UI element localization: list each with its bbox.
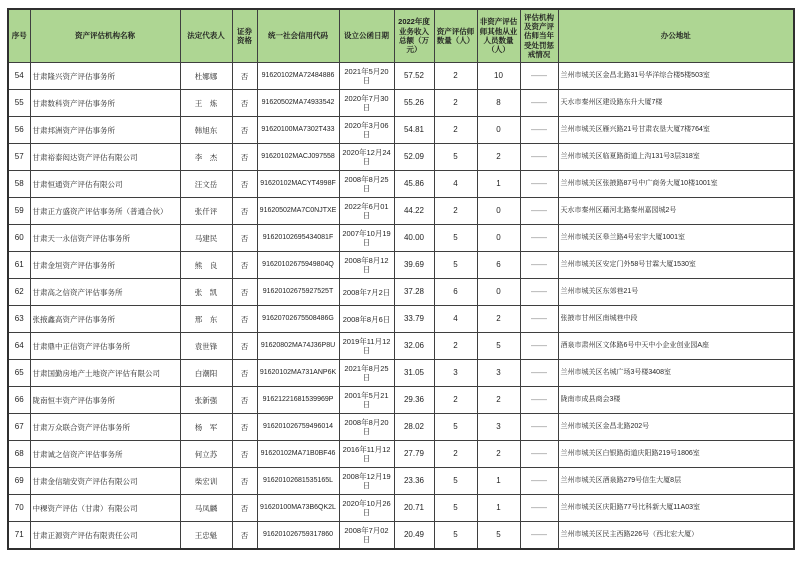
cell-legal-rep: 柴宏训	[180, 468, 232, 495]
cell-securities: 否	[232, 225, 257, 252]
cell-establish-date: 2020年10月26日	[339, 495, 394, 522]
cell-penalty: ——	[520, 63, 558, 90]
cell-income: 54.81	[394, 117, 434, 144]
cell-credit-code: 91620102MACJ097558	[257, 144, 339, 171]
cell-legal-rep: 张仟评	[180, 198, 232, 225]
cell-penalty: ——	[520, 387, 558, 414]
cell-credit-code: 91620702675508486G	[257, 306, 339, 333]
cell-appraisers: 2	[434, 387, 477, 414]
cell-income: 23.36	[394, 468, 434, 495]
cell-name: 甘肃国勤房地产土地资产评估有限公司	[30, 360, 180, 387]
cell-credit-code: 91620102MA731ANP6K	[257, 360, 339, 387]
cell-no: 69	[8, 468, 30, 495]
cell-name: 陇南恒丰资产评估事务所	[30, 387, 180, 414]
table-row	[8, 171, 794, 198]
cell-other-staff: 8	[477, 90, 520, 117]
cell-credit-code: 91620102MA71B0BF46	[257, 441, 339, 468]
cell-penalty: ——	[520, 225, 558, 252]
cell-credit-code: 91620102MACYT4998F	[257, 171, 339, 198]
cell-establish-date: 2022年6月01日	[339, 198, 394, 225]
cell-legal-rep: 袁世锋	[180, 333, 232, 360]
cell-address: 兰州市城关区庆阳路77号比科新大厦11A03室	[558, 495, 794, 522]
cell-securities: 否	[232, 414, 257, 441]
cell-no: 65	[8, 360, 30, 387]
cell-securities: 否	[232, 387, 257, 414]
column-header-income: 2022年度业务收入总额（万元）	[394, 9, 434, 63]
cell-no: 64	[8, 333, 30, 360]
cell-income: 20.71	[394, 495, 434, 522]
table-row	[8, 90, 794, 117]
cell-penalty: ——	[520, 198, 558, 225]
cell-appraisers: 4	[434, 171, 477, 198]
cell-establish-date: 2020年12月24日	[339, 144, 394, 171]
cell-penalty: ——	[520, 333, 558, 360]
cell-income: 20.49	[394, 522, 434, 550]
cell-legal-rep: 张新强	[180, 387, 232, 414]
cell-penalty: ——	[520, 279, 558, 306]
cell-name: 甘肃金垣资产评估事务所	[30, 252, 180, 279]
cell-appraisers: 2	[434, 117, 477, 144]
column-header-no: 序号	[8, 9, 30, 63]
cell-appraisers: 2	[434, 333, 477, 360]
cell-legal-rep: 王忠魁	[180, 522, 232, 550]
cell-address: 兰州市城关区张掖路87号中广商务大厦10楼1001室	[558, 171, 794, 198]
column-header-securities: 证券资格	[232, 9, 257, 63]
cell-penalty: ——	[520, 252, 558, 279]
cell-address: 天水市秦州区建设路东升大厦7楼	[558, 90, 794, 117]
cell-address: 兰州市城关区金昌北路202号	[558, 414, 794, 441]
cell-appraisers: 5	[434, 468, 477, 495]
cell-no: 61	[8, 252, 30, 279]
table-row	[8, 225, 794, 252]
table-row	[8, 279, 794, 306]
column-header-credit-code: 统一社会信用代码	[257, 9, 339, 63]
appraisal-agencies-table	[7, 8, 795, 550]
cell-address: 兰州市城关区东郊巷21号	[558, 279, 794, 306]
cell-legal-rep: 王 炼	[180, 90, 232, 117]
column-header-appraisers: 资产评估师数量（人）	[434, 9, 477, 63]
cell-income: 57.52	[394, 63, 434, 90]
table-row	[8, 360, 794, 387]
cell-establish-date: 2020年7月30日	[339, 90, 394, 117]
table-row	[8, 117, 794, 144]
cell-appraisers: 5	[434, 522, 477, 550]
cell-other-staff: 1	[477, 468, 520, 495]
cell-penalty: ——	[520, 90, 558, 117]
cell-other-staff: 5	[477, 333, 520, 360]
cell-other-staff: 1	[477, 171, 520, 198]
column-header-penalty: 评估机构及资产评估师当年受处罚惩戒情况	[520, 9, 558, 63]
cell-income: 40.00	[394, 225, 434, 252]
cell-other-staff: 2	[477, 441, 520, 468]
cell-credit-code: 91620502MA7C0NJTXE	[257, 198, 339, 225]
cell-legal-rep: 李 杰	[180, 144, 232, 171]
cell-address: 兰州市城关区酒泉路279号信生大厦8层	[558, 468, 794, 495]
cell-address: 兰州市城关区白银路街道庆阳路219号1806室	[558, 441, 794, 468]
cell-legal-rep: 张 凯	[180, 279, 232, 306]
cell-appraisers: 5	[434, 144, 477, 171]
cell-establish-date: 2021年8月25日	[339, 360, 394, 387]
cell-penalty: ——	[520, 468, 558, 495]
cell-legal-rep: 马凤麟	[180, 495, 232, 522]
column-header-legal-rep: 法定代表人	[180, 9, 232, 63]
cell-securities: 否	[232, 441, 257, 468]
table-row	[8, 63, 794, 90]
cell-name: 甘肃正方盛资产评估事务所（普通合伙）	[30, 198, 180, 225]
cell-other-staff: 0	[477, 225, 520, 252]
cell-legal-rep: 熊 良	[180, 252, 232, 279]
cell-credit-code: 91621221681539969P	[257, 387, 339, 414]
cell-legal-rep: 杜娜娜	[180, 63, 232, 90]
cell-no: 60	[8, 225, 30, 252]
cell-legal-rep: 邢 东	[180, 306, 232, 333]
cell-securities: 否	[232, 360, 257, 387]
cell-establish-date: 2008年7月2日	[339, 279, 394, 306]
cell-address: 酒泉市肃州区文体路6号中天中小企业创业园A座	[558, 333, 794, 360]
cell-address: 兰州市城关区安定门外58号甘霖大厦1530室	[558, 252, 794, 279]
cell-securities: 否	[232, 495, 257, 522]
cell-income: 33.79	[394, 306, 434, 333]
cell-penalty: ——	[520, 306, 558, 333]
cell-other-staff: 0	[477, 198, 520, 225]
cell-penalty: ——	[520, 144, 558, 171]
cell-legal-rep: 白潮阳	[180, 360, 232, 387]
cell-securities: 否	[232, 333, 257, 360]
cell-income: 28.02	[394, 414, 434, 441]
cell-establish-date: 2008年8月12日	[339, 252, 394, 279]
cell-name: 甘肃鼎中正信资产评估事务所	[30, 333, 180, 360]
cell-no: 68	[8, 441, 30, 468]
cell-credit-code: 91620100MA73B6QK2L	[257, 495, 339, 522]
cell-income: 55.26	[394, 90, 434, 117]
cell-appraisers: 2	[434, 198, 477, 225]
cell-no: 63	[8, 306, 30, 333]
cell-address: 兰州市城关区金昌北路31号华洋综合楼5楼503室	[558, 63, 794, 90]
cell-credit-code: 916201026759496014	[257, 414, 339, 441]
cell-name: 甘肃数科资产评估事务所	[30, 90, 180, 117]
cell-other-staff: 5	[477, 522, 520, 550]
cell-income: 31.05	[394, 360, 434, 387]
table-row	[8, 522, 794, 550]
cell-establish-date: 2021年5月20日	[339, 63, 394, 90]
cell-establish-date: 2007年10月19日	[339, 225, 394, 252]
cell-no: 56	[8, 117, 30, 144]
cell-establish-date: 2008年8月6日	[339, 306, 394, 333]
cell-income: 37.28	[394, 279, 434, 306]
cell-credit-code: 91620102675927525T	[257, 279, 339, 306]
appraisal-agencies-table-sheet	[7, 8, 795, 550]
column-header-name: 资产评估机构名称	[30, 9, 180, 63]
cell-no: 66	[8, 387, 30, 414]
cell-appraisers: 5	[434, 252, 477, 279]
cell-securities: 否	[232, 90, 257, 117]
cell-credit-code: 91620102675949804Q	[257, 252, 339, 279]
cell-no: 70	[8, 495, 30, 522]
cell-penalty: ——	[520, 522, 558, 550]
cell-establish-date: 2016年11月12日	[339, 441, 394, 468]
column-header-other-staff: 非资产评估师其他从业人员数量（人）	[477, 9, 520, 63]
table-row	[8, 252, 794, 279]
cell-credit-code: 91620102695434081F	[257, 225, 339, 252]
cell-legal-rep: 马建民	[180, 225, 232, 252]
cell-credit-code: 91620100MA7302T433	[257, 117, 339, 144]
cell-legal-rep: 汪文岳	[180, 171, 232, 198]
cell-name: 甘肃恒通资产评估有限公司	[30, 171, 180, 198]
table-body	[8, 63, 794, 550]
column-header-establish-date: 设立公函日期	[339, 9, 394, 63]
cell-no: 54	[8, 63, 30, 90]
cell-penalty: ——	[520, 171, 558, 198]
cell-establish-date: 2008年12月19日	[339, 468, 394, 495]
cell-establish-date: 2008年8月25日	[339, 171, 394, 198]
cell-income: 27.79	[394, 441, 434, 468]
cell-address: 张掖市甘州区南城巷中段	[558, 306, 794, 333]
cell-no: 57	[8, 144, 30, 171]
cell-address: 陇南市成县商会3楼	[558, 387, 794, 414]
cell-no: 58	[8, 171, 30, 198]
cell-other-staff: 10	[477, 63, 520, 90]
cell-no: 67	[8, 414, 30, 441]
cell-appraisers: 4	[434, 306, 477, 333]
table-row	[8, 468, 794, 495]
table-row	[8, 441, 794, 468]
table-row	[8, 495, 794, 522]
cell-penalty: ——	[520, 441, 558, 468]
cell-no: 59	[8, 198, 30, 225]
cell-legal-rep: 杨 军	[180, 414, 232, 441]
cell-penalty: ——	[520, 414, 558, 441]
cell-establish-date: 2019年11月12日	[339, 333, 394, 360]
cell-credit-code: 916201026759317860	[257, 522, 339, 550]
cell-securities: 否	[232, 171, 257, 198]
cell-name: 甘肃金信瑞安资产评估有限公司	[30, 468, 180, 495]
header-row	[8, 9, 794, 63]
cell-securities: 否	[232, 279, 257, 306]
cell-securities: 否	[232, 144, 257, 171]
cell-income: 52.09	[394, 144, 434, 171]
cell-name: 张掖鑫高资产评估事务所	[30, 306, 180, 333]
cell-address: 兰州市城关区临夏路街道上沟131号3层318室	[558, 144, 794, 171]
column-header-address: 办公地址	[558, 9, 794, 63]
cell-name: 甘肃天一永信资产评估事务所	[30, 225, 180, 252]
table-row	[8, 387, 794, 414]
cell-other-staff: 0	[477, 279, 520, 306]
cell-establish-date: 2008年7月02日	[339, 522, 394, 550]
cell-legal-rep: 韩旭东	[180, 117, 232, 144]
cell-address: 兰州市城关区皋兰路4号宏宇大厦1001室	[558, 225, 794, 252]
table-row	[8, 333, 794, 360]
cell-appraisers: 5	[434, 495, 477, 522]
cell-securities: 否	[232, 522, 257, 550]
cell-credit-code: 91620502MA74933542	[257, 90, 339, 117]
cell-other-staff: 2	[477, 387, 520, 414]
cell-appraisers: 2	[434, 441, 477, 468]
cell-income: 39.69	[394, 252, 434, 279]
cell-securities: 否	[232, 252, 257, 279]
cell-address: 兰州市城关区民主西路226号（西北宏大厦）	[558, 522, 794, 550]
cell-other-staff: 2	[477, 144, 520, 171]
cell-name: 中稞资产评估（甘肃）有限公司	[30, 495, 180, 522]
cell-no: 55	[8, 90, 30, 117]
table-row	[8, 414, 794, 441]
cell-appraisers: 5	[434, 414, 477, 441]
table-row	[8, 198, 794, 225]
cell-income: 44.22	[394, 198, 434, 225]
cell-other-staff: 2	[477, 306, 520, 333]
cell-credit-code: 91620102MA72484886	[257, 63, 339, 90]
cell-income: 29.36	[394, 387, 434, 414]
cell-other-staff: 3	[477, 360, 520, 387]
cell-name: 甘肃万众联合资产评估事务所	[30, 414, 180, 441]
cell-appraisers: 6	[434, 279, 477, 306]
cell-other-staff: 1	[477, 495, 520, 522]
cell-address: 兰州市城关区雁兴路21号甘肃农垦大厦7楼764室	[558, 117, 794, 144]
cell-penalty: ——	[520, 495, 558, 522]
cell-name: 甘肃诚之信资产评估事务所	[30, 441, 180, 468]
cell-appraisers: 2	[434, 90, 477, 117]
cell-establish-date: 2008年8月20日	[339, 414, 394, 441]
cell-credit-code: 91620102681535165L	[257, 468, 339, 495]
cell-income: 32.06	[394, 333, 434, 360]
cell-name: 甘肃正源资产评估有限责任公司	[30, 522, 180, 550]
cell-name: 甘肃高之信资产评估事务所	[30, 279, 180, 306]
cell-name: 甘肃隆兴资产评估事务所	[30, 63, 180, 90]
cell-securities: 否	[232, 63, 257, 90]
cell-securities: 否	[232, 198, 257, 225]
table-row	[8, 144, 794, 171]
cell-income: 45.86	[394, 171, 434, 198]
cell-no: 71	[8, 522, 30, 550]
cell-appraisers: 5	[434, 225, 477, 252]
cell-legal-rep: 何立苏	[180, 441, 232, 468]
cell-name: 甘肃裕泰闳达资产评估有限公司	[30, 144, 180, 171]
cell-other-staff: 6	[477, 252, 520, 279]
cell-other-staff: 0	[477, 117, 520, 144]
cell-penalty: ——	[520, 360, 558, 387]
cell-appraisers: 3	[434, 360, 477, 387]
cell-establish-date: 2001年5月21日	[339, 387, 394, 414]
cell-establish-date: 2020年3月06日	[339, 117, 394, 144]
cell-securities: 否	[232, 468, 257, 495]
cell-no: 62	[8, 279, 30, 306]
cell-address: 天水市秦州区藉河北路秦州嘉园城2号	[558, 198, 794, 225]
cell-securities: 否	[232, 117, 257, 144]
cell-penalty: ——	[520, 117, 558, 144]
cell-credit-code: 91620802MA74J36P8U	[257, 333, 339, 360]
cell-appraisers: 2	[434, 63, 477, 90]
table-row	[8, 306, 794, 333]
cell-name: 甘肃邦洲资产评估事务所	[30, 117, 180, 144]
cell-other-staff: 3	[477, 414, 520, 441]
cell-securities: 否	[232, 306, 257, 333]
cell-address: 兰州市城关区名城广场3号楼3408室	[558, 360, 794, 387]
